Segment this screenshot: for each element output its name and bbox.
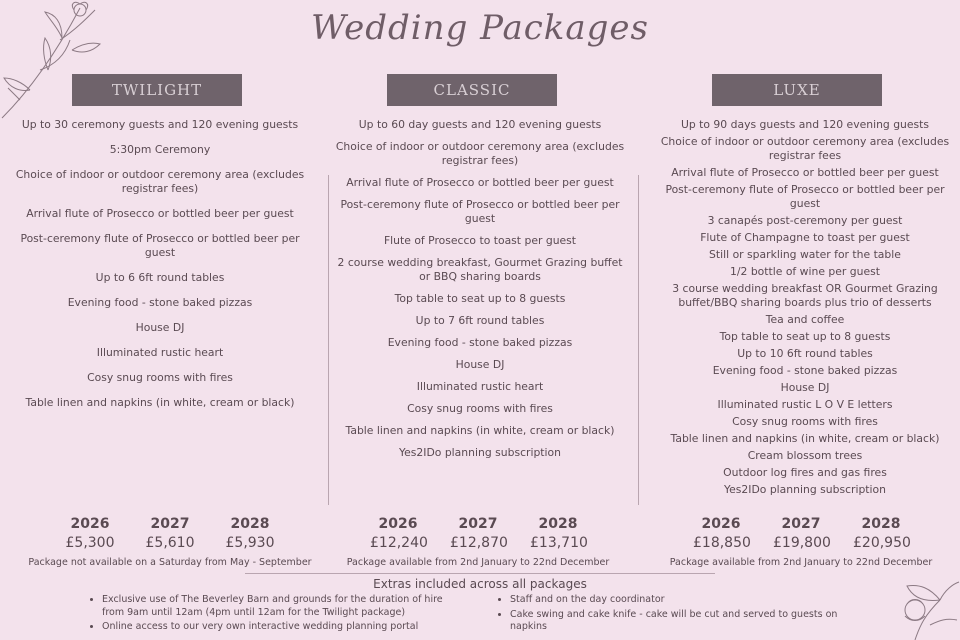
price-block-luxe [641, 516, 960, 568]
feature-item: Post-ceremony flute of Prosecco or bottled beer per guest [665, 183, 945, 210]
package-banner-twilight: TWILIGHT [72, 74, 242, 106]
feature-item: Cosy snug rooms with fires [732, 415, 878, 428]
feature-item: Cosy snug rooms with fires [407, 402, 553, 415]
extras-item: • Cake swing and cake knife - cake will be cut and served to guests on napkins [510, 609, 858, 634]
feature-item: Up to 10 6ft round tables [737, 347, 873, 360]
price-block-classic [318, 516, 638, 568]
feature-item: House DJ [455, 358, 505, 371]
feature-item: Up to 60 day guests and 120 evening guests [358, 118, 602, 131]
feature-item: Evening food - stone baked pizzas [67, 296, 253, 309]
extras-title: Extras included across all packages [373, 577, 587, 591]
package-banner-luxe: LUXE [712, 74, 882, 106]
feature-item: Arrival flute of Prosecco or bottled beer per guest [346, 176, 614, 189]
feature-item: Up to 90 days guests and 120 evening guests [680, 118, 930, 131]
feature-item: Arrival flute of Prosecco or bottled beer per guest [26, 207, 294, 220]
feature-item: House DJ [135, 321, 185, 334]
price-value: £20,950 [853, 535, 911, 551]
feature-item: Table linen and napkins (in white, cream or black) [670, 432, 940, 445]
year-label: 2026 [378, 516, 418, 532]
availability-note: Package not available on a Saturday from May - September [28, 557, 312, 568]
feature-item: Illuminated rustic heart [416, 380, 544, 393]
feature-item: Top table to seat up to 8 guests [394, 292, 566, 305]
feature-item: Post-ceremony flute of Prosecco or bottled beer per guest [20, 232, 300, 259]
extras-item: • Exclusive use of The Beverley Barn and grounds for the duration of hire from 9am until 12am (4pm until 12am for the Twilight package) [102, 594, 450, 619]
column-divider [328, 175, 329, 505]
feature-item: 3 canapés post-ceremony per guest [707, 214, 903, 227]
feature-item: House DJ [780, 381, 830, 394]
feature-item: Yes2IDo planning subscription [724, 483, 886, 496]
availability-note: Package available from 2nd January to 22nd December [669, 557, 933, 568]
feature-item: Choice of indoor or outdoor ceremony area (excludes registrar fees [660, 135, 950, 162]
package-banner-classic: CLASSIC [387, 74, 557, 106]
price-value: £5,610 [145, 535, 195, 551]
feature-item: Tea and coffee [765, 313, 845, 326]
year-label: 2028 [230, 516, 270, 532]
feature-item: Top table to seat up to 8 guests [719, 330, 891, 343]
column-divider [638, 175, 639, 505]
feature-item: Post-ceremony flute of Prosecco or bottled beer per guest [340, 198, 620, 225]
feature-item: Illuminated rustic heart [96, 346, 224, 359]
price-value: £5,930 [225, 535, 275, 551]
feature-item: Up to 6 6ft round tables [95, 271, 225, 284]
price-value: £5,300 [65, 535, 115, 551]
feature-item: Choice of indoor or outdoor ceremony area (excludes registrar fees) [335, 140, 625, 167]
extras-item: • Online access to our very own interactive wedding planning portal [102, 621, 450, 634]
extras-item: • Staff and on the day coordinator [510, 594, 858, 607]
feature-item: 5:30pm Ceremony [109, 143, 211, 156]
price-value: £13,710 [530, 535, 588, 551]
feature-item: Choice of indoor or outdoor ceremony area (excludes registrar fees) [15, 168, 305, 195]
availability-note: Package available from 2nd January to 22nd December [346, 557, 610, 568]
year-label: 2027 [458, 516, 498, 532]
page-title: Wedding Packages [310, 8, 650, 48]
feature-item: 3 course wedding breakfast OR Gourmet Grazing buffet/BBQ sharing boards plus trio of desserts [672, 282, 938, 309]
year-label: 2028 [538, 516, 578, 532]
feature-item: Evening food - stone baked pizzas [387, 336, 573, 349]
year-label: 2026 [701, 516, 741, 532]
feature-item: Flute of Champagne to toast per guest [700, 231, 910, 244]
price-value: £12,240 [370, 535, 428, 551]
package-column-classic [320, 74, 640, 468]
feature-item: Still or sparkling water for the table [709, 248, 901, 261]
feature-item: Evening food - stone baked pizzas [712, 364, 898, 377]
year-label: 2026 [70, 516, 110, 532]
feature-list-luxe [645, 118, 960, 497]
feature-item: Cream blossom trees [747, 449, 863, 462]
price-value: £19,800 [773, 535, 831, 551]
package-column-twilight [0, 74, 320, 421]
extras-list-right [498, 594, 858, 636]
package-column-luxe [645, 74, 960, 500]
price-value: £18,850 [693, 535, 751, 551]
feature-item: Cosy snug rooms with fires [87, 371, 233, 384]
price-value: £12,870 [450, 535, 508, 551]
feature-list-classic [320, 118, 640, 460]
year-label: 2027 [150, 516, 190, 532]
floral-line-art-icon [885, 570, 960, 640]
price-block-twilight [10, 516, 330, 568]
feature-item: 1/2 bottle of wine per guest [730, 265, 880, 278]
feature-item: Outdoor log fires and gas fires [723, 466, 887, 479]
feature-item: Flute of Prosecco to toast per guest [383, 234, 577, 247]
feature-list-twilight [0, 118, 320, 410]
year-label: 2028 [861, 516, 901, 532]
year-label: 2027 [781, 516, 821, 532]
extras-list-left [90, 594, 450, 636]
feature-item: Yes2IDo planning subscription [399, 446, 561, 459]
feature-item: 2 course wedding breakfast, Gourmet Grazing buffet or BBQ sharing boards [337, 256, 623, 283]
feature-item: Arrival flute of Prosecco or bottled beer per guest [671, 166, 939, 179]
section-divider [245, 573, 715, 574]
feature-item: Up to 30 ceremony guests and 120 evening guests [21, 118, 299, 131]
feature-item: Up to 7 6ft round tables [415, 314, 545, 327]
feature-item: Illuminated rustic L O V E letters [717, 398, 893, 411]
feature-item: Table linen and napkins (in white, cream or black) [25, 396, 295, 409]
feature-item: Table linen and napkins (in white, cream or black) [345, 424, 615, 437]
